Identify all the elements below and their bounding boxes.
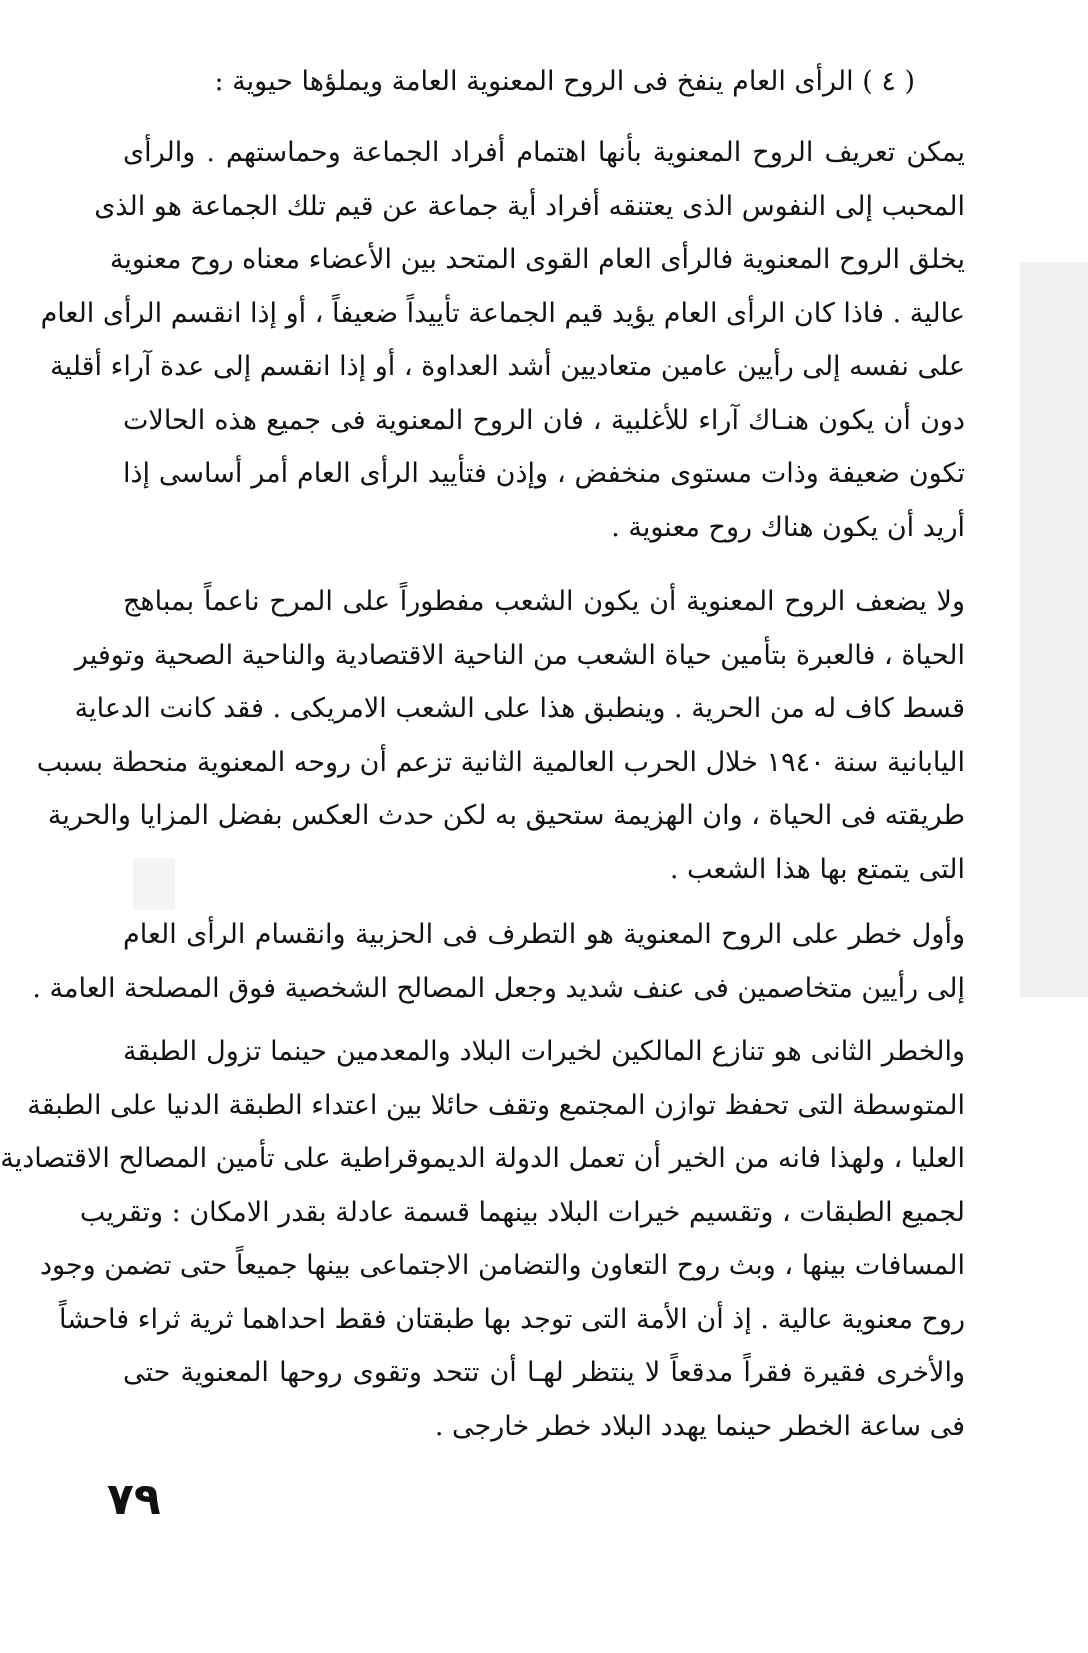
paragraph-4 bbox=[0, 1025, 965, 1453]
paragraph-2 bbox=[36, 575, 965, 896]
text-line: المتوسطة التى تحفظ توازن المجتمع وتقف حائلا بين اعتداء الطبقة الدنيا على الطبقة bbox=[27, 1089, 965, 1121]
text-line: فى ساعة الخطر حينما يهدد البلاد خطر خارجى . bbox=[434, 1410, 965, 1442]
text-line: قسط كاف له من الحرية . وينطبق هذا على الشعب الامريكى . فقد كانت الدعاية bbox=[74, 693, 965, 724]
section-heading: ( ٤ ) الرأى العام ينفخ فى الروح المعنوية العامة ويملؤها حيوية : bbox=[214, 66, 915, 97]
text-line: المسافات بينها ، وبث روح التعاون والتضامن الاجتماعى بينها جميعاً حتى تضمن وجود bbox=[39, 1250, 965, 1281]
text-line: والخطر الثانى هو تنازع المالكين لخيرات البلاد والمعدمين حينما تزول الطبقة bbox=[123, 1036, 965, 1067]
text-line: المحبب إلى النفوس الذى يعتنقه أفراد أية جماعة عن قيم تلك الجماعة هو الذى bbox=[94, 190, 965, 222]
page-number: ٧٩ bbox=[107, 1474, 161, 1525]
text-line: يمكن تعريف الروح المعنوية بأنها اهتمام أفراد الجماعة وحماستهم . والرأى bbox=[123, 137, 965, 168]
text-line: تكون ضعيفة وذات مستوى منخفض ، وإذن فتأييد الرأى العام أمر أساسى إذا bbox=[123, 458, 965, 489]
text-line: على نفسه إلى رأيين عامين متعاديين أشد العداوة ، أو إذا انقسم إلى عدة آراء أقلية bbox=[50, 351, 965, 382]
paragraph-1 bbox=[40, 126, 965, 554]
scan-edge-shading bbox=[1020, 262, 1088, 997]
text-line: روح معنوية عالية . إذ أن الأمة التى توجد بها طبقتان فقط احداهما ثرية ثراء فاحشاً bbox=[59, 1303, 965, 1335]
text-line: والأخرى فقيرة فقراً مدقعاً لا ينتظر لهـا أن تتحد وتقوى روحها المعنوية حتى bbox=[123, 1357, 965, 1388]
text-line: دون أن يكون هنـاك آراء للأغلبية ، فان الروح المعنوية فى جميع هذه الحالات bbox=[123, 404, 965, 436]
text-line: أريد أن يكون هناك روح معنوية . bbox=[611, 511, 965, 543]
text-line: اليابانية سنة ١٩٤٠ خلال الحرب العالمية الثانية تزعم أن روحه المعنوية منحطة بسبب bbox=[36, 746, 965, 778]
text-line: عالية . فاذا كان الرأى العام يؤيد قيم الجماعة تأييداً ضعيفاً ، أو إذا انقسم الرأى العام bbox=[40, 297, 965, 329]
text-line: إلى رأيين متخاصمين فى عنف شديد وجعل المصالح الشخصية فوق المصلحة العامة . bbox=[32, 972, 965, 1004]
text-line: لجميع الطبقات ، وتقسيم خيرات البلاد بينهما قسمة عادلة بقدر الامكان : وتقريب bbox=[79, 1196, 965, 1228]
text-line: التى يتمتع بها هذا الشعب . bbox=[669, 853, 965, 885]
text-line: ولا يضعف الروح المعنوية أن يكون الشعب مفطوراً على المرح ناعماً بمباهج bbox=[123, 586, 965, 617]
text-line: العليا ، ولهذا فانه من الخير أن تعمل الدولة الديموقراطية على تأمين المصالح الاقتصادية bbox=[0, 1143, 965, 1174]
text-line: يخلق الروح المعنوية فالرأى العام القوى المتحد بين الأعضاء معناه روح معنوية bbox=[109, 244, 965, 275]
text-line: الحياة ، فالعبرة بتأمين حياة الشعب من الناحية الاقتصادية والناحية الصحية وتوفير bbox=[74, 639, 965, 671]
paragraph-3 bbox=[32, 908, 965, 1015]
text-line: طريقته فى الحياة ، وان الهزيمة ستحيق به لكن حدث العكس بفضل المزايا والحرية bbox=[47, 800, 965, 831]
text-line: وأول خطر على الروح المعنوية هو التطرف فى الحزبية وانقسام الرأى العام bbox=[123, 919, 965, 950]
